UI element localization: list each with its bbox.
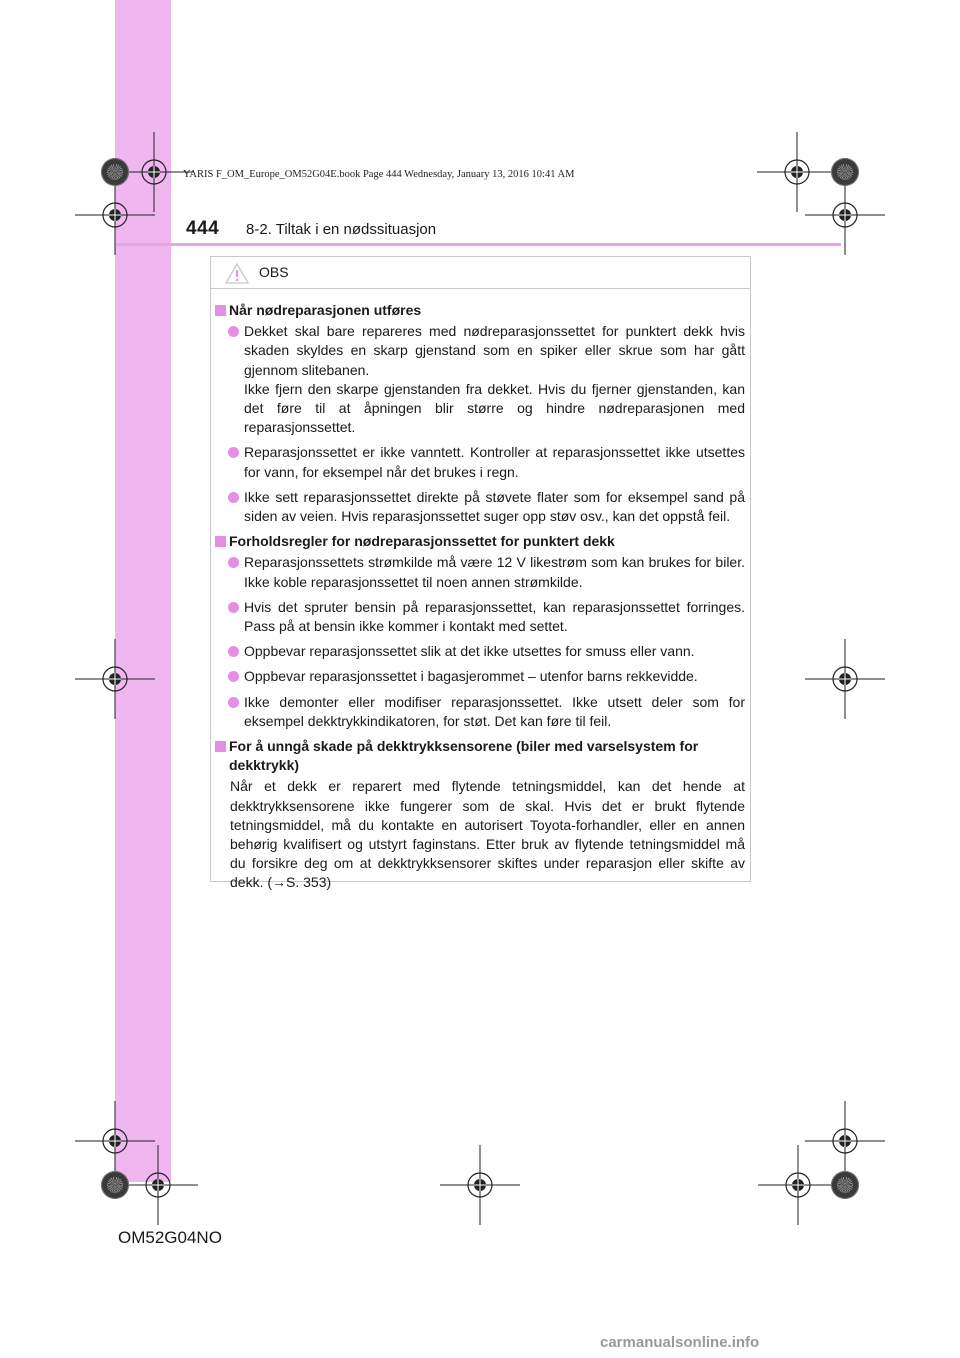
notice-title: OBS — [259, 264, 289, 280]
registration-mark-icon — [797, 631, 893, 727]
color-bar-disc-icon — [101, 1171, 129, 1199]
round-bullet-icon — [228, 671, 239, 682]
round-bullet-icon — [228, 602, 239, 613]
color-bar-disc-icon — [831, 158, 859, 186]
square-bullet-icon — [215, 305, 226, 316]
square-bullet-icon — [215, 741, 226, 752]
color-bar-disc-icon — [101, 158, 129, 186]
registration-mark-icon — [432, 1137, 528, 1233]
section-heading: Når nødreparasjonen utføres — [215, 301, 745, 320]
round-bullet-icon — [228, 447, 239, 458]
section-title: 8-2. Tiltak i en nødssituasjon — [246, 221, 437, 238]
list-item: Reparasjonssettets strømkilde må være 12 V likestrøm som kan brukes for biler. Ikke koble reparasjonssettet til noen annen strømkilde. — [215, 553, 745, 591]
warning-triangle-icon — [225, 263, 249, 284]
square-bullet-icon — [215, 536, 226, 547]
list-item: Oppbevar reparasjonssettet slik at det ikke utsettes for smuss eller vann. — [215, 642, 745, 661]
list-item: Reparasjonssettet er ikke vanntett. Kontroller at reparasjonssettet ikke utsettes for vann, for eksempel når det brukes i regn. — [215, 443, 745, 481]
round-bullet-icon — [228, 492, 239, 503]
registration-mark-icon — [67, 631, 163, 727]
round-bullet-icon — [228, 697, 239, 708]
section-paragraph: Når et dekk er reparert med flytende tetningsmiddel, kan det hende at dekktrykksensorene ikke fungerer som de skal. Hvis det er brukt flytende tetningsmiddel, må du kontakte en autorisert Toyota-forhandler, eller en annen behørig kvalifisert og utstyrt faginstans. Etter bruk av flytende tetningsmiddel må du forsikre deg om at dekktrykksensorer skiftes under reparasjon eller skifte av dekk. (→S. 353) — [230, 778, 745, 891]
list-item: Ikke sett reparasjonssettet direkte på støvete flater som for eksempel sand på siden av veien. Hvis reparasjonssettet suger opp støv osv., kan det oppstå feil. — [215, 488, 745, 526]
list-item: Oppbevar reparasjonssettet i bagasjerommet – utenfor barns rekkevidde. — [215, 667, 745, 686]
notice-header — [211, 257, 750, 289]
round-bullet-icon — [228, 557, 239, 568]
round-bullet-icon — [228, 326, 239, 337]
notice-content — [215, 301, 745, 899]
list-item: Ikke demonter eller modifiser reparasjonssettet. Ikke utsett deler som for eksempel dekktrykkindikatoren, for støt. Det kan føre til feil. — [215, 693, 745, 731]
list-item: Dekket skal bare repareres med nødreparasjonssettet for punktert dekk hvis skaden skyldes en skarp gjenstand som en spiker eller skrue som har gått gjennom slitebanen. Ikke fjern den skarpe gjenstanden fra dekket. Hvis du fjerner gjenstanden, kan det føre til at åpningen blir større og hindre nødreparasjonen med reparasjonssettet. — [215, 322, 745, 437]
header-rule — [115, 243, 841, 246]
page-number: 444 — [186, 218, 220, 239]
book-info-line: YARIS F_OM_Europe_OM52G04E.book Page 444 Wednesday, January 13, 2016 10:41 AM — [183, 169, 575, 180]
list-item: Hvis det spruter bensin på reparasjonssettet, kan reparasjonssettet forringes. Pass på at bensin ikke kommer i kontakt med settet. — [215, 598, 745, 636]
watermark: carmanualsonline.info — [600, 1334, 760, 1351]
color-bar-disc-icon — [831, 1171, 859, 1199]
section-heading: For å unngå skade på dekktrykksensorene (biler med varselsystem for dekktrykk) — [215, 737, 745, 775]
section-heading: Forholdsregler for nødreparasjonssettet for punktert dekk — [215, 532, 745, 551]
round-bullet-icon — [228, 646, 239, 657]
notice-box — [210, 256, 751, 891]
manual-code: OM52G04NO — [118, 1228, 222, 1247]
